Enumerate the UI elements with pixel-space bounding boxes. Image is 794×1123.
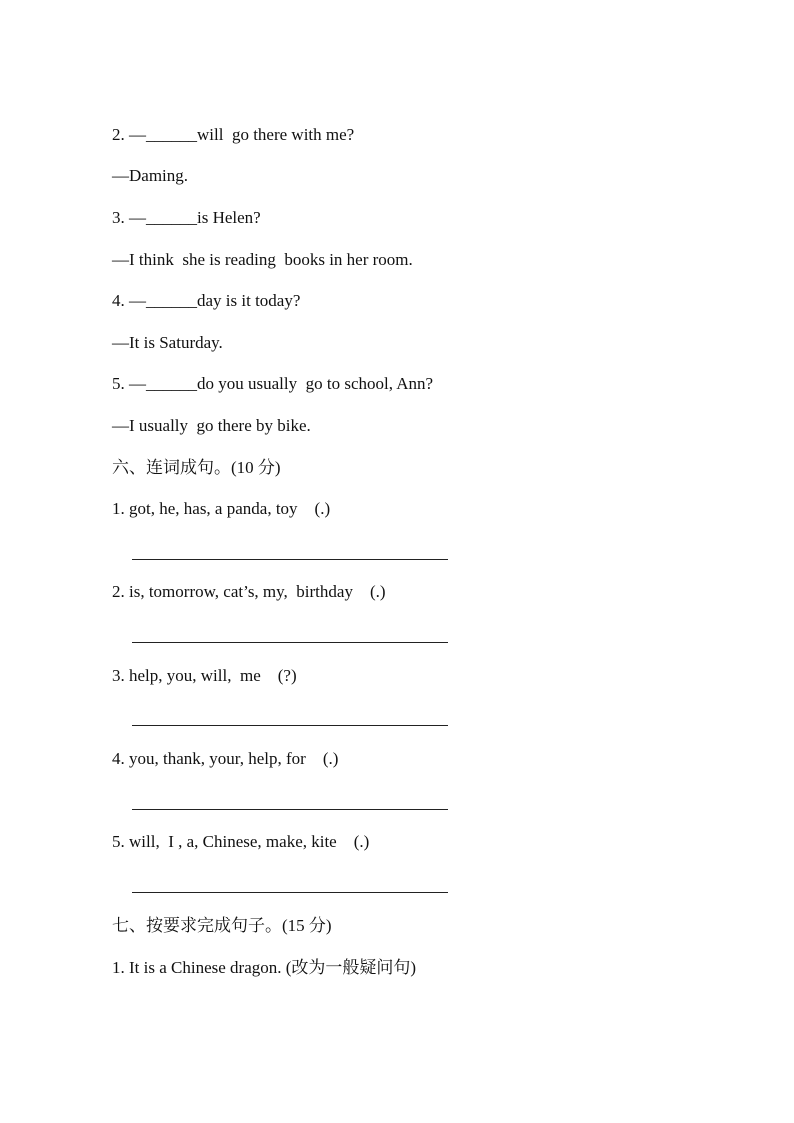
answer-4: —It is Saturday. xyxy=(112,333,223,352)
answer-5: —I usually go there by bike. xyxy=(112,416,311,435)
question-5: 5. —______do you usually go to school, Ann? xyxy=(112,374,434,393)
question-3: 3. —______is Helen? xyxy=(112,208,261,227)
reorder-item-1: 1. got, he, has, a panda, toy (.) xyxy=(112,499,331,518)
transform-item-1: 1. It is a Chinese dragon. (改为一般疑问句) xyxy=(112,958,417,977)
answer-3: —I think she is reading books in her room. xyxy=(112,250,413,269)
answer-line-1[interactable] xyxy=(132,559,448,560)
answer-line-4[interactable] xyxy=(132,809,448,810)
reorder-item-3: 3. help, you, will, me (?) xyxy=(112,666,297,685)
section-6-heading: 六、连词成句。(10 分) xyxy=(112,458,281,477)
answer-line-5[interactable] xyxy=(132,892,448,893)
section-7-heading: 七、按要求完成句子。(15 分) xyxy=(112,916,332,935)
answer-line-2[interactable] xyxy=(132,642,448,643)
answer-2: —Daming. xyxy=(112,166,189,185)
answer-line-3[interactable] xyxy=(132,725,448,726)
question-4: 4. —______day is it today? xyxy=(112,291,301,310)
reorder-item-2: 2. is, tomorrow, cat’s, my, birthday (.) xyxy=(112,582,386,601)
reorder-item-4: 4. you, thank, your, help, for (.) xyxy=(112,749,339,768)
question-2: 2. —______will go there with me? xyxy=(112,125,355,144)
reorder-item-5: 5. will, I , a, Chinese, make, kite (.) xyxy=(112,832,370,851)
